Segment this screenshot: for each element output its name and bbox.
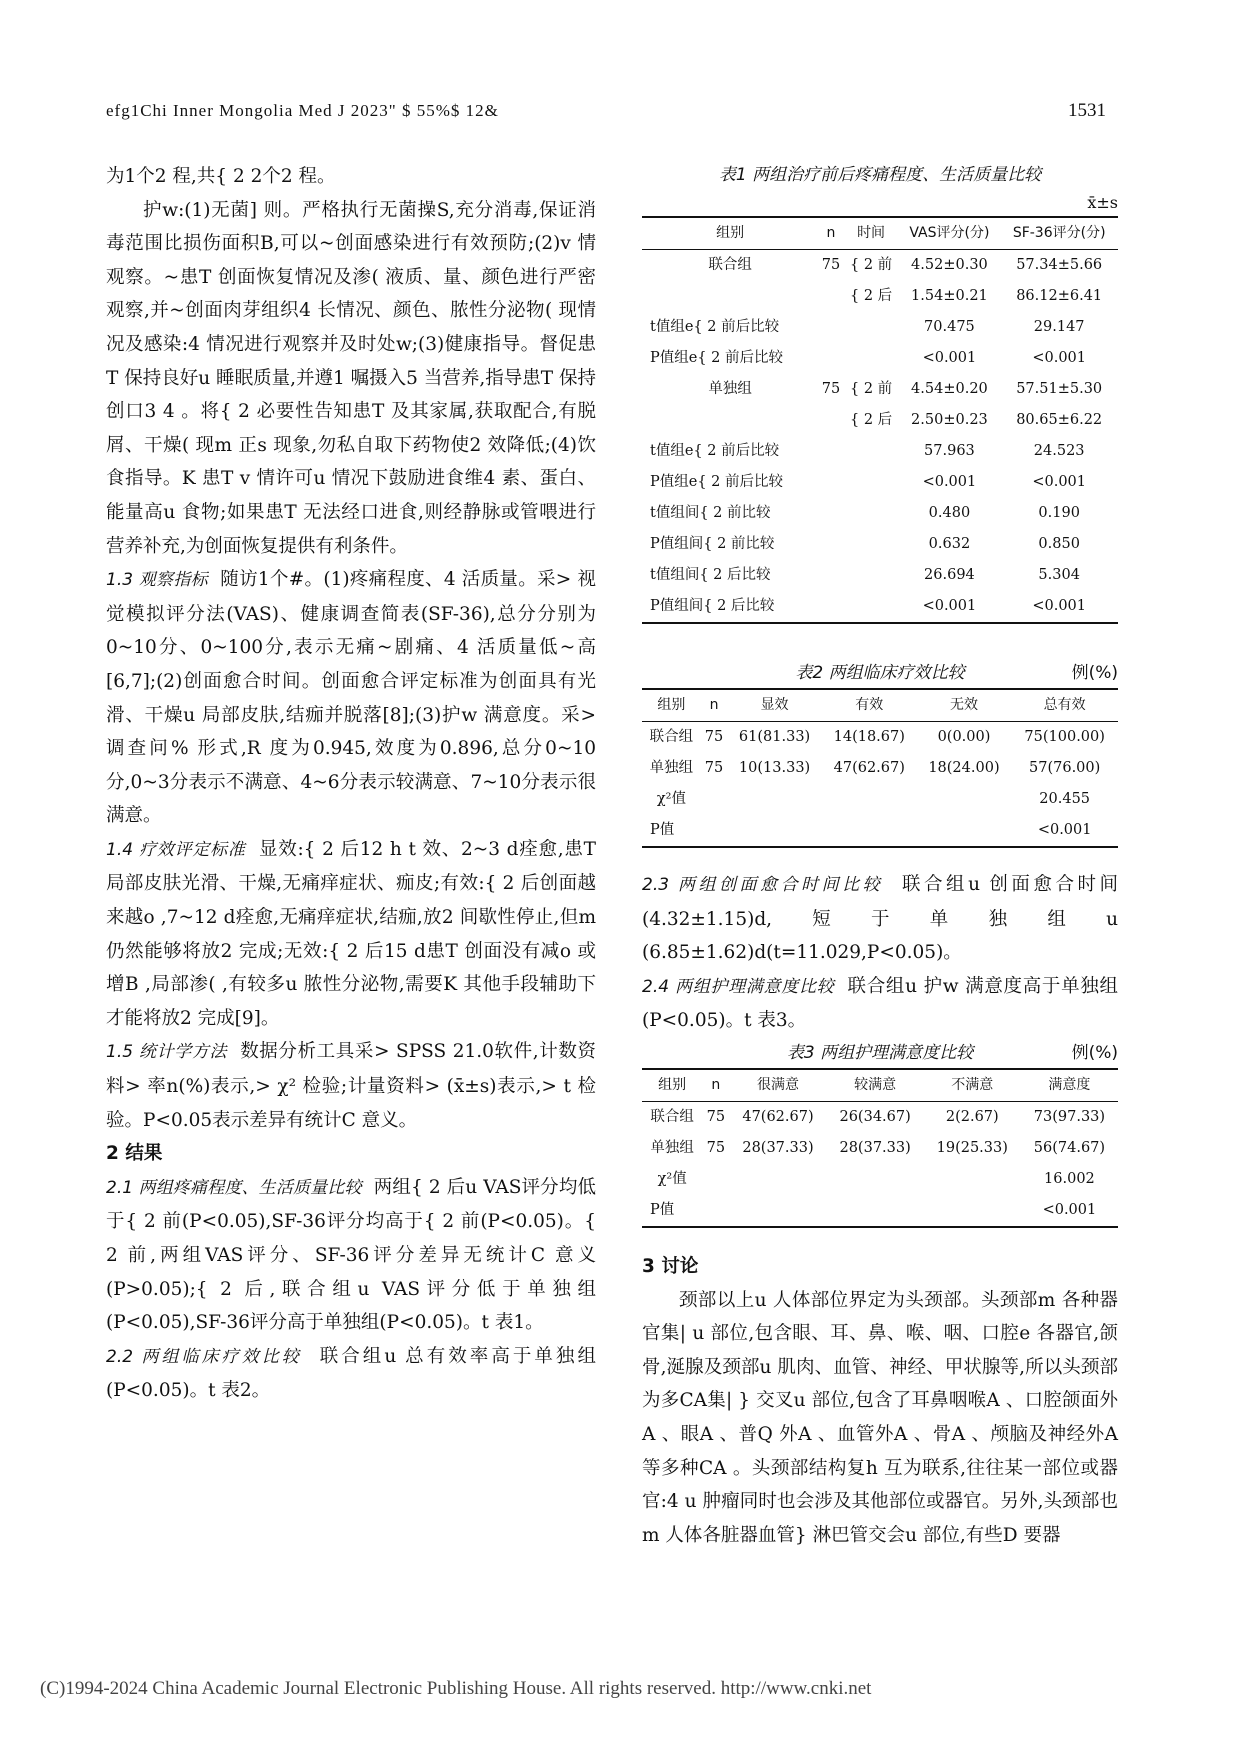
table-cell bbox=[818, 312, 843, 343]
table-cell bbox=[642, 405, 818, 436]
table-cell: 75 bbox=[821, 381, 841, 397]
table-cell bbox=[844, 436, 899, 467]
section-2-2 bbox=[106, 1340, 596, 1408]
paragraph: 为1个2 程,共{ 2 2个2 程。 bbox=[106, 166, 336, 187]
table-cell: { 2 后 bbox=[849, 412, 893, 428]
column-header: 有效 bbox=[822, 689, 917, 722]
table-cell: <0.001 bbox=[1032, 474, 1087, 490]
column-header: SF-36评分(分) bbox=[1000, 217, 1118, 250]
section-body: 两组{ 2 后u VAS评分均低于{ 2 前(P<0.05),SF-36评分均高于{ 2 前(P<0.05)。{ 2 前,两组VAS评分、SF-36评分差异无统计C 意义(P>0.05);{ 2 后,联合组u VAS评分低于单独组(P<0.05),SF-36评分高于单独组(P<0.05)。t 表1。 bbox=[106, 1176, 596, 1334]
column-header: 总有效 bbox=[1011, 689, 1118, 722]
table-row bbox=[642, 753, 1118, 784]
section-heading: 2.2 两组临床疗效比较 bbox=[106, 1346, 302, 1367]
table-cell bbox=[844, 467, 899, 498]
table-cell bbox=[844, 529, 899, 560]
table-cell: 57.51±5.30 bbox=[1016, 381, 1103, 397]
table-cell bbox=[827, 1195, 924, 1227]
table-cell: 26.694 bbox=[924, 567, 975, 583]
right-column bbox=[642, 160, 1118, 1552]
table-cell: 75 bbox=[704, 729, 724, 745]
table-cell: t值组间{ 2 前比较 bbox=[650, 505, 771, 521]
table-cell: 联合组 bbox=[708, 257, 752, 273]
table-cell bbox=[917, 784, 1012, 815]
copyright-footer: (C)1994-2024 China Academic Journal Electronic Publishing House. All rights reserved. http://www.cnki.net bbox=[40, 1678, 872, 1699]
table-cell bbox=[818, 591, 843, 623]
table2 bbox=[642, 688, 1118, 848]
table-cell: P值 bbox=[642, 1195, 702, 1227]
table-cell bbox=[844, 560, 899, 591]
column-header: 不满意 bbox=[924, 1069, 1021, 1102]
column-header: n bbox=[818, 217, 843, 250]
column-header: 组别 bbox=[642, 689, 701, 722]
table-row bbox=[642, 1195, 1118, 1227]
section-heading: 1.5 统计学方法 bbox=[106, 1042, 228, 1063]
table1-caption: 表1 两组治疗前后疼痛程度、生活质量比较 bbox=[718, 165, 1042, 185]
column-header: 较满意 bbox=[827, 1069, 924, 1102]
table-cell: 73(97.33) bbox=[1033, 1108, 1106, 1125]
table-cell: 80.65±6.22 bbox=[1016, 412, 1103, 428]
section-1-5 bbox=[106, 1035, 596, 1137]
section-body: 联合组u 护w 满意度高于单独组(P<0.05)。t 表3。 bbox=[642, 975, 1119, 1032]
table-cell bbox=[818, 529, 843, 560]
table-cell: 75(100.00) bbox=[1024, 729, 1105, 745]
section-1-3 bbox=[106, 563, 596, 833]
table-cell: 单独组 bbox=[708, 381, 752, 397]
table-cell: χ²值 bbox=[657, 1170, 687, 1187]
table-cell: 0.850 bbox=[1038, 536, 1080, 552]
table-cell: 4.52±0.30 bbox=[911, 257, 988, 273]
table-cell: <0.001 bbox=[898, 591, 1000, 623]
table-cell: 57.963 bbox=[924, 443, 975, 459]
table-cell: 0.480 bbox=[928, 505, 971, 521]
page-number: 1531 bbox=[1068, 100, 1106, 121]
section-heading: 1.3 观察指标 bbox=[106, 570, 208, 591]
table-cell bbox=[818, 467, 843, 498]
table-cell: 5.304 bbox=[1038, 567, 1080, 583]
table-cell: 0.632 bbox=[928, 536, 971, 552]
table-cell: 联合组 bbox=[650, 1108, 694, 1125]
table-cell bbox=[924, 1195, 1021, 1227]
section-heading: 1.4 疗效评定标准 bbox=[106, 839, 246, 860]
journal-citation: efg1Chi Inner Mongolia Med J 2023" $ 55%$ 12& bbox=[106, 101, 499, 120]
table-cell: { 2 前 bbox=[849, 381, 893, 397]
column-header: 显效 bbox=[727, 689, 822, 722]
table-cell: 1.54±0.21 bbox=[911, 288, 988, 304]
table-cell bbox=[844, 591, 899, 623]
table-cell: 28(37.33) bbox=[742, 1139, 814, 1156]
column-header: 无效 bbox=[917, 689, 1012, 722]
paragraph: 颈部以上u 人体部位界定为头颈部。头颈部m 各种器官集| u 部位,包含眼、耳、鼻、喉、咽、口腔e 各器官,颌骨,涎腺及颈部u 肌肉、血管、神经、甲状腺等,所以头颈部为多CA集| } 交叉u 部位,包含了耳鼻咽喉A 、口腔颌面外A 、眼A 、普Q 外A 、血管外A 、骨A 、颅脑及神经外A 等多种CA 。头颈部结构复h 互为联系,往往某一部位或器官:4 u 肿瘤同时也会涉及其他部位或器官。另外,头颈部也m 人体各脏器血管} 淋巴管交会u 部位,有些D 要器 bbox=[642, 1289, 1118, 1546]
section-body: 联合组u 总有效率高于单独组(P<0.05)。t 表2。 bbox=[106, 1345, 596, 1402]
section-body: 随访1个#。(1)疼痛程度、4 活质量。采> 视觉模拟评分法(VAS)、健康调查简表(SF-36),总分分别为0~10分、0~100分,表示无痛~剧痛、4 活质量低~高[6,7];(2)创面愈合时间。创面愈合评定标准为创面具有光滑、干燥u 局部皮肤,结痂并脱落[8];(3)护w 满意度。采> 调查问% 形式,R 度为0.945,效度为0.896,总分0~10分,0~3分表示不满意、4~6分表示较满意、7~10分表示很满意。 bbox=[106, 569, 596, 827]
table-cell: 16.002 bbox=[1044, 1170, 1095, 1187]
table-row bbox=[642, 591, 1118, 623]
table-cell: 单独组 bbox=[649, 760, 694, 776]
section-heading: 2.3 两组创面愈合时间比较 bbox=[642, 875, 884, 895]
table-cell: <0.001 bbox=[1000, 591, 1118, 623]
left-column bbox=[106, 160, 596, 1408]
table-cell bbox=[729, 1195, 826, 1227]
section-heading: 3 讨论 bbox=[642, 1255, 699, 1277]
table-cell bbox=[727, 815, 822, 847]
table3-caption bbox=[642, 1038, 1118, 1068]
table-cell bbox=[642, 281, 818, 312]
table2-unit: 例(%) bbox=[1071, 663, 1118, 683]
table-cell: 86.12±6.41 bbox=[1016, 288, 1103, 304]
column-header: VAS评分(分) bbox=[898, 217, 1000, 250]
table-cell: 0(0.00) bbox=[937, 729, 991, 745]
table-cell: t值组e{ 2 前后比较 bbox=[650, 319, 780, 335]
table-row bbox=[642, 815, 1118, 847]
table-row bbox=[642, 529, 1118, 560]
table-cell: 14(18.67) bbox=[833, 729, 905, 745]
table-row bbox=[642, 405, 1118, 436]
table-row bbox=[642, 374, 1118, 405]
table-cell bbox=[822, 815, 917, 847]
column-header: 时间 bbox=[844, 217, 899, 250]
table-cell bbox=[729, 1164, 826, 1195]
table1-stat-note: x̄±s bbox=[1087, 193, 1118, 212]
table-cell: 0.190 bbox=[1038, 505, 1080, 521]
table-cell: 75 bbox=[706, 1108, 726, 1125]
table-cell: 联合组 bbox=[649, 729, 694, 745]
table-cell: 26(34.67) bbox=[839, 1108, 911, 1125]
column-header: n bbox=[702, 1069, 729, 1102]
section-body: 联合组u 创面愈合时间(4.32±1.15)d,短于单独组u (6.85±1.62)d(t=11.029,P<0.05)。 bbox=[642, 874, 1118, 964]
table-cell bbox=[917, 815, 1012, 847]
column-header: 组别 bbox=[642, 217, 818, 250]
column-header: 很满意 bbox=[729, 1069, 826, 1102]
table3 bbox=[642, 1068, 1118, 1228]
table-cell: <0.001 bbox=[1021, 1195, 1118, 1227]
paragraph: 护w:(1)无菌] 则。严格执行无菌操S,充分消毒,保证消毒范围比损伤面积B,可以~创面感染进行有效预防;(2)v 情观察。~患T 创面恢复情况及渗( 液质、量、颜色进行严密观察,并~创面肉芽组织4 长情况、颜色、脓性分泌物( 现情况及感染:4 情况进行观察并及时处w;(3)健康指导。督促患T 保持良好u 睡眠质量,并遵1 嘱摄入5 当营养,指导患T 保持创口3 4 。将{ 2 必要性告知患T 及其家属,获取配合,有脱屑、干燥( 现m 正s 现象,勿私自取下药物使2 效降低;(4)饮食指导。K 患T v 情许可u 情况下鼓励进食维4 素、蛋白、能量高u 食物;如果患T 无法经口进食,则经静脉或管喂进行营养补充,为创面恢复提供有利条件。 bbox=[106, 199, 596, 557]
table-cell: 28(37.33) bbox=[839, 1139, 911, 1156]
table-row bbox=[642, 467, 1118, 498]
table-row bbox=[642, 436, 1118, 467]
table2-title: 表2 两组临床疗效比较 bbox=[795, 663, 965, 683]
table-cell bbox=[727, 784, 822, 815]
column-header: n bbox=[701, 689, 727, 722]
table-cell: <0.001 bbox=[1032, 350, 1087, 366]
table-cell: <0.001 bbox=[922, 350, 977, 366]
section-heading: 2 结果 bbox=[106, 1143, 163, 1165]
table-cell: 2.50±0.23 bbox=[911, 412, 988, 428]
table3-title: 表3 两组护理满意度比较 bbox=[786, 1042, 974, 1063]
table-row bbox=[642, 343, 1118, 374]
table-row bbox=[642, 312, 1118, 343]
running-header bbox=[106, 100, 1106, 122]
table-cell bbox=[818, 343, 843, 374]
section-2-4 bbox=[642, 970, 1118, 1038]
section-2-3 bbox=[642, 868, 1118, 970]
table-cell bbox=[818, 281, 843, 312]
table-cell: P值组间{ 2 后比较 bbox=[642, 591, 818, 623]
table-cell: 20.455 bbox=[1039, 791, 1091, 807]
table-cell: 75 bbox=[706, 1139, 726, 1156]
table-row bbox=[642, 1164, 1118, 1195]
table-cell bbox=[818, 405, 843, 436]
table-cell bbox=[702, 1195, 729, 1227]
table-cell: 75 bbox=[821, 257, 841, 273]
table-cell: 47(62.67) bbox=[833, 760, 905, 776]
table-cell bbox=[701, 815, 727, 847]
table-row bbox=[642, 1133, 1118, 1164]
table-cell bbox=[701, 784, 727, 815]
section-body: 显效:{ 2 后12 h t 效、2~3 d痊愈,患T 局部皮肤光滑、干燥,无痛痒症状、痂皮;有效:{ 2 后创面越来越o ,7~12 d痊愈,无痛痒症状,结痂,放2 间歇性停止,但m 仍然能够将放2 完成;无效:{ 2 后15 d患T 创面没有减o 或增B ,局部渗( ,有较多u 脓性分泌物,需要K 其他手段辅助下才能将放2 完成[9]。 bbox=[106, 838, 596, 1029]
section-body: 数据分析工具采> SPSS 21.0软件,计数资料> 率n(%)表示,> χ² 检验;计量资料> (x̄±s)表示,> t 检验。P<0.05表示差异有统计C 意义。 bbox=[106, 1041, 596, 1131]
table-row bbox=[642, 1101, 1118, 1133]
table-cell: t值组e{ 2 前后比较 bbox=[650, 443, 780, 459]
table-cell: 70.475 bbox=[924, 319, 975, 335]
table-cell: { 2 前 bbox=[849, 257, 893, 273]
table-cell bbox=[844, 312, 899, 343]
column-header: 组别 bbox=[642, 1069, 702, 1102]
table2-caption bbox=[642, 658, 1118, 688]
table-cell: <0.001 bbox=[922, 474, 977, 490]
table-row bbox=[642, 560, 1118, 591]
table-cell: 61(81.33) bbox=[738, 729, 811, 745]
table-cell bbox=[827, 1164, 924, 1195]
table3-unit: 例(%) bbox=[1071, 1042, 1118, 1063]
table-cell bbox=[924, 1164, 1021, 1195]
table-cell: P值 bbox=[642, 815, 701, 847]
table-row bbox=[642, 250, 1118, 282]
table-cell: P值组e{ 2 前后比较 bbox=[650, 474, 784, 490]
table-cell: P值组e{ 2 前后比较 bbox=[650, 350, 784, 366]
section-2-1 bbox=[106, 1171, 596, 1340]
table-cell: 18(24.00) bbox=[928, 760, 1000, 776]
table-cell bbox=[844, 498, 899, 529]
section-heading: 2.4 两组护理满意度比较 bbox=[642, 976, 835, 997]
table-cell bbox=[702, 1164, 729, 1195]
section-heading: 2.1 两组疼痛程度、生活质量比较 bbox=[106, 1177, 362, 1198]
table-cell: P值组间{ 2 前比较 bbox=[650, 536, 775, 552]
table-cell: 47(62.67) bbox=[742, 1108, 814, 1125]
table-cell: { 2 后 bbox=[849, 288, 893, 304]
table-cell: 单独组 bbox=[650, 1139, 694, 1156]
table-cell bbox=[818, 436, 843, 467]
column-header: 满意度 bbox=[1021, 1069, 1118, 1102]
table-cell: 56(74.67) bbox=[1033, 1139, 1106, 1156]
table-cell: 4.54±0.20 bbox=[911, 381, 988, 397]
table-cell: <0.001 bbox=[1011, 815, 1118, 847]
table-cell bbox=[818, 498, 843, 529]
table-row bbox=[642, 784, 1118, 815]
table-cell: 57(76.00) bbox=[1029, 760, 1101, 776]
table1 bbox=[642, 216, 1118, 624]
table-cell bbox=[818, 560, 843, 591]
table-cell: 24.523 bbox=[1033, 443, 1085, 459]
table-cell: 57.34±5.66 bbox=[1016, 257, 1103, 273]
table-cell: χ²值 bbox=[656, 791, 686, 807]
table-cell bbox=[822, 784, 917, 815]
table-cell: t值组间{ 2 后比较 bbox=[650, 567, 771, 583]
table-cell: 19(25.33) bbox=[936, 1139, 1008, 1156]
section-1-4 bbox=[106, 833, 596, 1036]
table-cell: 29.147 bbox=[1033, 319, 1085, 335]
table-row bbox=[642, 281, 1118, 312]
table-row bbox=[642, 722, 1118, 754]
table-cell: 75 bbox=[704, 760, 724, 776]
table-cell: 10(13.33) bbox=[738, 760, 811, 776]
table-row bbox=[642, 498, 1118, 529]
table-cell bbox=[844, 343, 899, 374]
table-cell: 2(2.67) bbox=[945, 1108, 999, 1125]
